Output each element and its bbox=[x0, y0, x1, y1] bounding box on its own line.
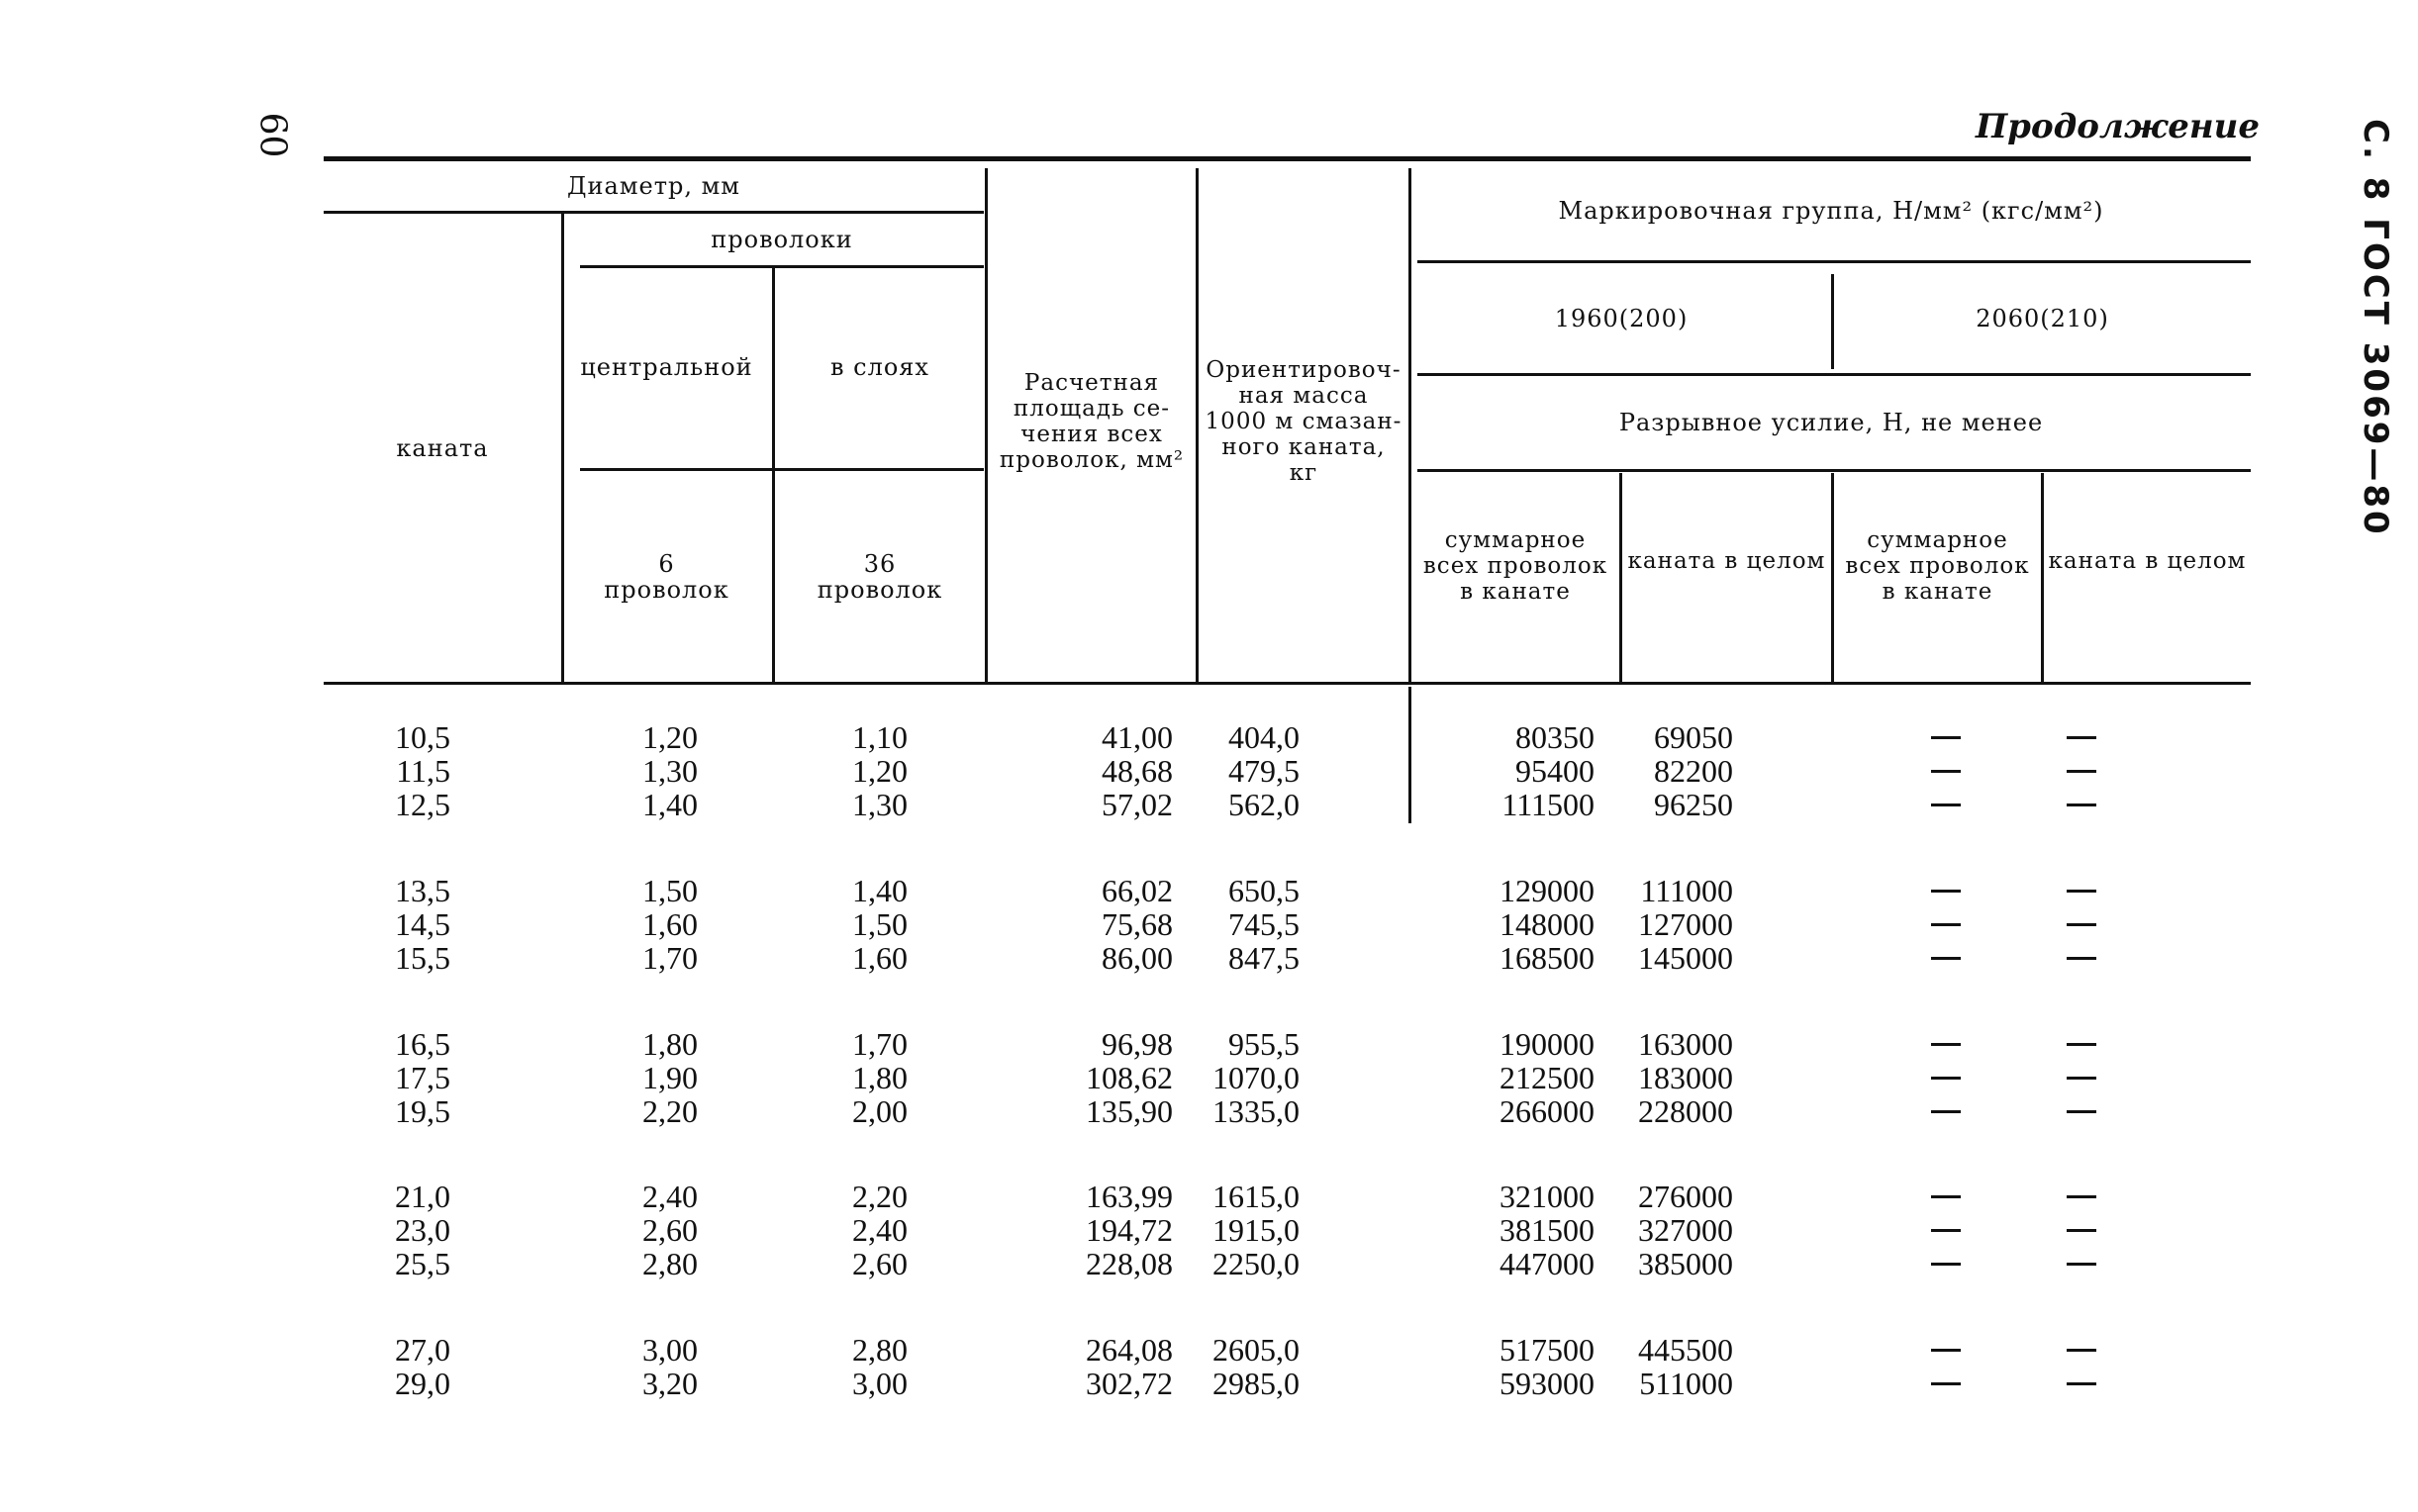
header-thirtysix-wires: 36 проволок bbox=[817, 549, 943, 604]
cell-central-wire: 1,20 bbox=[642, 719, 698, 755]
cell-whole-1960: 82200 bbox=[1654, 753, 1733, 789]
cell-rope-diameter: 11,5 bbox=[396, 753, 450, 789]
cell-sum-1960: 168500 bbox=[1499, 940, 1595, 976]
cell-sum-2060 bbox=[1931, 1195, 1961, 1198]
header-breaking-force: Разрывное усилие, Н, не менее bbox=[1618, 409, 2044, 436]
cell-sum-2060 bbox=[1931, 1349, 1961, 1352]
cell-rope-diameter: 25,5 bbox=[395, 1246, 450, 1281]
cell-central-wire: 2,40 bbox=[642, 1179, 698, 1214]
cell-whole-1960: 228000 bbox=[1638, 1093, 1733, 1129]
cell-mass: 1915,0 bbox=[1212, 1212, 1300, 1248]
cell-central-wire: 1,40 bbox=[642, 787, 698, 822]
header-area: Расчетная площадь се- чения всех проволок, мм² bbox=[999, 370, 1185, 473]
cell-sum-2060 bbox=[1931, 1043, 1961, 1046]
cell-mass: 745,5 bbox=[1228, 906, 1300, 942]
cell-sum-1960: 148000 bbox=[1499, 906, 1595, 942]
cell-sum-2060 bbox=[1931, 1110, 1961, 1113]
cell-whole-1960: 276000 bbox=[1638, 1179, 1733, 1214]
cell-sum-2060 bbox=[1931, 890, 1961, 893]
cell-whole-2060 bbox=[2067, 1382, 2096, 1385]
cell-central-wire: 1,80 bbox=[642, 1026, 698, 1062]
cell-layer-wire: 2,80 bbox=[852, 1332, 908, 1368]
cell-mass: 404,0 bbox=[1228, 719, 1300, 755]
cell-whole-1960: 385000 bbox=[1638, 1246, 1733, 1281]
cell-whole-2060 bbox=[2067, 890, 2096, 893]
cell-rope-diameter: 16,5 bbox=[395, 1026, 450, 1062]
cell-mass: 2985,0 bbox=[1212, 1366, 1300, 1401]
cell-sum-1960: 447000 bbox=[1499, 1246, 1595, 1281]
header-sum-1960: суммарное всех проволок в канате bbox=[1422, 527, 1608, 605]
cell-area: 66,02 bbox=[1102, 873, 1173, 908]
cell-sum-1960: 80350 bbox=[1515, 719, 1595, 755]
cell-sum-1960: 381500 bbox=[1499, 1212, 1595, 1248]
cell-whole-1960: 327000 bbox=[1638, 1212, 1733, 1248]
cell-whole-1960: 69050 bbox=[1654, 719, 1733, 755]
cell-layer-wire: 2,60 bbox=[852, 1246, 908, 1281]
cell-sum-2060 bbox=[1931, 923, 1961, 926]
cell-sum-1960: 321000 bbox=[1499, 1179, 1595, 1214]
cell-central-wire: 2,80 bbox=[642, 1246, 698, 1281]
cell-area: 135,90 bbox=[1086, 1093, 1173, 1129]
cell-whole-1960: 96250 bbox=[1654, 787, 1733, 822]
cell-sum-1960: 266000 bbox=[1499, 1093, 1595, 1129]
cell-layer-wire: 1,30 bbox=[852, 787, 908, 822]
body-divider bbox=[1408, 687, 1411, 823]
cell-area: 96,98 bbox=[1102, 1026, 1173, 1062]
header-layers: в слоях bbox=[830, 353, 929, 381]
cell-area: 302,72 bbox=[1086, 1366, 1173, 1401]
cell-whole-2060 bbox=[2067, 770, 2096, 773]
cell-sum-2060 bbox=[1931, 1263, 1961, 1266]
cell-central-wire: 2,20 bbox=[642, 1093, 698, 1129]
cell-whole-2060 bbox=[2067, 1043, 2096, 1046]
cell-mass: 847,5 bbox=[1228, 940, 1300, 976]
header-mass: Ориентировоч- ная масса 1000 м смазан- ного каната, кг bbox=[1205, 357, 1402, 486]
cell-mass: 562,0 bbox=[1228, 787, 1300, 822]
cell-mass: 2250,0 bbox=[1212, 1246, 1300, 1281]
cell-layer-wire: 2,00 bbox=[852, 1093, 908, 1129]
cell-whole-1960: 111000 bbox=[1640, 873, 1733, 908]
header-rope: каната bbox=[396, 433, 489, 462]
cell-layer-wire: 2,40 bbox=[852, 1212, 908, 1248]
cell-whole-2060 bbox=[2067, 1195, 2096, 1198]
cell-layer-wire: 1,50 bbox=[852, 906, 908, 942]
cell-central-wire: 1,50 bbox=[642, 873, 698, 908]
cell-sum-1960: 190000 bbox=[1499, 1026, 1595, 1062]
cell-mass: 650,5 bbox=[1228, 873, 1300, 908]
cell-area: 41,00 bbox=[1102, 719, 1173, 755]
cell-rope-diameter: 19,5 bbox=[395, 1093, 450, 1129]
cell-sum-2060 bbox=[1931, 1382, 1961, 1385]
cell-layer-wire: 1,60 bbox=[852, 940, 908, 976]
cell-area: 228,08 bbox=[1086, 1246, 1173, 1281]
cell-whole-2060 bbox=[2067, 1263, 2096, 1266]
cell-area: 48,68 bbox=[1102, 753, 1173, 789]
cell-mass: 1070,0 bbox=[1212, 1060, 1300, 1095]
cell-rope-diameter: 29,0 bbox=[395, 1366, 450, 1401]
cell-whole-2060 bbox=[2067, 1077, 2096, 1080]
cell-sum-2060 bbox=[1931, 803, 1961, 806]
header-central: центральной bbox=[580, 353, 753, 381]
cell-rope-diameter: 13,5 bbox=[395, 873, 450, 908]
header-bottom-rule bbox=[324, 682, 2251, 685]
cell-whole-2060 bbox=[2067, 803, 2096, 806]
cell-sum-2060 bbox=[1931, 736, 1961, 739]
cell-sum-1960: 111500 bbox=[1501, 787, 1595, 822]
header-wires: проволоки bbox=[711, 226, 853, 253]
cell-rope-diameter: 21,0 bbox=[395, 1179, 450, 1214]
page-number: 60 bbox=[251, 112, 293, 158]
cell-sum-2060 bbox=[1931, 957, 1961, 960]
cell-area: 264,08 bbox=[1086, 1332, 1173, 1368]
cell-rope-diameter: 12,5 bbox=[395, 787, 450, 822]
cell-central-wire: 1,30 bbox=[642, 753, 698, 789]
cell-whole-2060 bbox=[2067, 923, 2096, 926]
cell-mass: 479,5 bbox=[1228, 753, 1300, 789]
cell-central-wire: 2,60 bbox=[642, 1212, 698, 1248]
cell-sum-1960: 95400 bbox=[1515, 753, 1595, 789]
cell-central-wire: 1,90 bbox=[642, 1060, 698, 1095]
cell-layer-wire: 2,20 bbox=[852, 1179, 908, 1214]
cell-whole-1960: 183000 bbox=[1638, 1060, 1733, 1095]
cell-sum-1960: 129000 bbox=[1499, 873, 1595, 908]
header-mark-group: Маркировочная группа, Н/мм² (кгс/мм²) bbox=[1558, 197, 2104, 225]
header-whole-2060: каната в целом bbox=[2048, 548, 2247, 574]
cell-layer-wire: 1,80 bbox=[852, 1060, 908, 1095]
cell-sum-1960: 593000 bbox=[1499, 1366, 1595, 1401]
cell-central-wire: 1,70 bbox=[642, 940, 698, 976]
cell-area: 57,02 bbox=[1102, 787, 1173, 822]
cell-sum-2060 bbox=[1931, 770, 1961, 773]
cell-central-wire: 3,20 bbox=[642, 1366, 698, 1401]
header-group-1960: 1960(200) bbox=[1554, 304, 1689, 332]
cell-area: 86,00 bbox=[1102, 940, 1173, 976]
cell-whole-2060 bbox=[2067, 1349, 2096, 1352]
cell-layer-wire: 1,20 bbox=[852, 753, 908, 789]
cell-whole-2060 bbox=[2067, 1229, 2096, 1232]
cell-whole-2060 bbox=[2067, 736, 2096, 739]
cell-whole-1960: 127000 bbox=[1638, 906, 1733, 942]
cell-mass: 1335,0 bbox=[1212, 1093, 1300, 1129]
cell-rope-diameter: 15,5 bbox=[395, 940, 450, 976]
cell-rope-diameter: 17,5 bbox=[395, 1060, 450, 1095]
cell-layer-wire: 1,70 bbox=[852, 1026, 908, 1062]
cell-layer-wire: 3,00 bbox=[852, 1366, 908, 1401]
cell-sum-2060 bbox=[1931, 1077, 1961, 1080]
cell-whole-1960: 445500 bbox=[1638, 1332, 1733, 1368]
cell-sum-1960: 517500 bbox=[1499, 1332, 1595, 1368]
header-group-2060: 2060(210) bbox=[1976, 304, 2109, 332]
cell-rope-diameter: 23,0 bbox=[395, 1212, 450, 1248]
header-sum-2060: суммарное всех проволок в канате bbox=[1845, 527, 2030, 605]
cell-layer-wire: 1,40 bbox=[852, 873, 908, 908]
document-side-title: С. 8 ГОСТ 3069—80 bbox=[2356, 119, 2395, 537]
cell-central-wire: 3,00 bbox=[642, 1332, 698, 1368]
cell-layer-wire: 1,10 bbox=[852, 719, 908, 755]
cell-whole-1960: 511000 bbox=[1639, 1366, 1733, 1401]
cell-sum-1960: 212500 bbox=[1499, 1060, 1595, 1095]
header-diameter: Диаметр, мм bbox=[567, 172, 740, 200]
cell-whole-1960: 145000 bbox=[1638, 940, 1733, 976]
cell-area: 75,68 bbox=[1102, 906, 1173, 942]
cell-whole-1960: 163000 bbox=[1638, 1026, 1733, 1062]
cell-area: 194,72 bbox=[1086, 1212, 1173, 1248]
cell-rope-diameter: 10,5 bbox=[395, 719, 450, 755]
cell-whole-2060 bbox=[2067, 1110, 2096, 1113]
cell-mass: 2605,0 bbox=[1212, 1332, 1300, 1368]
cell-rope-diameter: 27,0 bbox=[395, 1332, 450, 1368]
cell-sum-2060 bbox=[1931, 1229, 1961, 1232]
cell-area: 163,99 bbox=[1086, 1179, 1173, 1214]
cell-mass: 1615,0 bbox=[1212, 1179, 1300, 1214]
cell-rope-diameter: 14,5 bbox=[395, 906, 450, 942]
continuation-label: Продолжение bbox=[1976, 107, 2260, 146]
cell-mass: 955,5 bbox=[1228, 1026, 1300, 1062]
header-whole-1960: каната в целом bbox=[1627, 548, 1826, 574]
cell-area: 108,62 bbox=[1086, 1060, 1173, 1095]
header-six-wires: 6 проволок bbox=[604, 549, 729, 604]
cell-central-wire: 1,60 bbox=[642, 906, 698, 942]
cell-whole-2060 bbox=[2067, 957, 2096, 960]
